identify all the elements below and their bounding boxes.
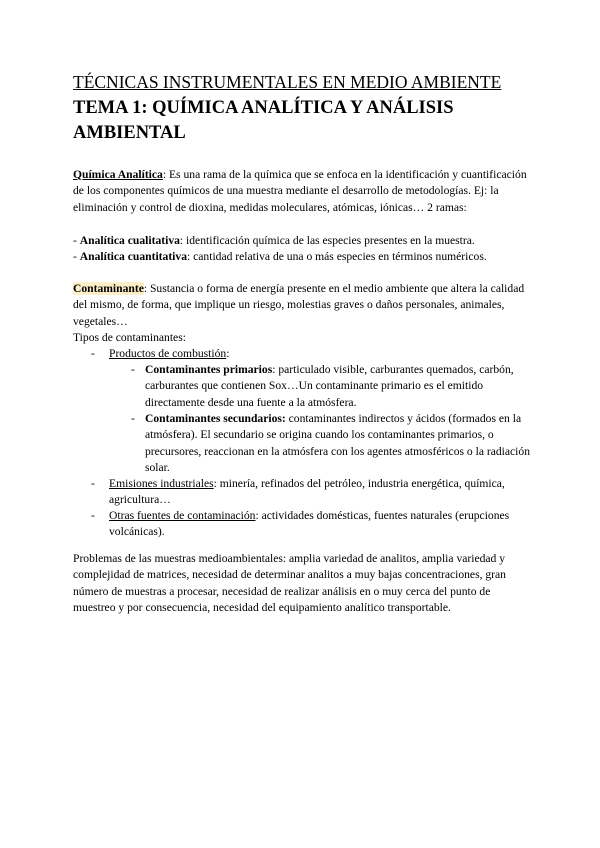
list-bullet: - [91, 347, 95, 360]
contaminante-paragraph [73, 281, 533, 330]
otras-label: Otras fuentes de contaminación [109, 509, 256, 522]
branch-cualitativa [73, 233, 533, 249]
quimica-analitica-definition: : Es una rama de la química que se enfoca en la identificación y cuantificación de los componentes químicos de una muestra mediante el desarrollo de metodologías. Ej: la eliminación y control de dioxina, medidas moleculares, atómicas, iónicas… 2 ramas: [73, 168, 527, 214]
quimica-analitica-paragraph [73, 167, 533, 216]
otras-text: : actividades domésticas, fuentes naturales (erupciones volcánicas). [109, 509, 510, 539]
types-label: Tipos de contaminantes: [73, 331, 186, 344]
branch-cuantitativa [73, 249, 533, 265]
quimica-analitica-term: Química Analítica [73, 168, 163, 181]
topic-heading: TEMA 1: QUÍMICA ANALÍTICA Y ANÁLISIS AMBIENTAL [73, 98, 454, 143]
list-bullet: - [131, 412, 135, 425]
list-bullet: - [91, 477, 95, 490]
branch-prefix: - [73, 250, 80, 263]
branch-prefix: - [73, 234, 80, 247]
secundarios-term: Contaminantes secundarios: [145, 412, 286, 425]
list-item-otras-fuentes [109, 508, 534, 541]
productos-label: Productos de combustión [109, 347, 227, 360]
contaminante-definition: : Sustancia o forma de energía presente en el medio ambiente que altera la calidad del mismo, de forma, que implique un riesgo, molestias graves o daños personales, animales, vegetales… [73, 282, 525, 328]
list-bullet: - [91, 509, 95, 522]
list-item-emisiones-industriales [109, 476, 529, 509]
emisiones-label: Emisiones industriales [109, 477, 214, 490]
secundarios-text: contaminantes indirectos y ácidos (formados en la atmósfera). El secundario se origina cuando los contaminantes primarios, o precursores, reaccionan en la atmósfera con los agentes atmosféricos o la radiación solar. [145, 412, 530, 474]
emisiones-text: : minería, refinados del petróleo, industria energética, química, agricultura… [109, 477, 505, 507]
problemas-paragraph: Problemas de las muestras medioambientales: amplia variedad de analitos, amplia variedad y complejidad de matrices, necesidad de determinar analitos a muy bajas concentraciones, gran número de muestras a procesar, necesidad de realizar análisis en o muy cerca del punto de muestreo y por consecuencia, necesidad del equipamiento analítico transportable. [73, 552, 506, 614]
document-title: TÉCNICAS INSTRUMENTALES EN MEDIO AMBIENTE [73, 72, 502, 92]
list-item-contaminantes-primarios [145, 362, 523, 411]
list-item-productos-combustion [109, 346, 529, 362]
branch-text: : identificación química de las especies presentes en la muestra. [179, 234, 475, 247]
list-item-contaminantes-secundarios [145, 411, 530, 476]
contaminante-term: Contaminante [73, 282, 144, 295]
primarios-text: : particulado visible, carburantes quemados, carbón, carburantes que contienen Sox…Un contaminante primario es el emitido directamente desde una fuente a la atmósfera. [145, 363, 514, 409]
branch-text: : cantidad relativa de una o más especies en términos numéricos. [187, 250, 487, 263]
productos-suffix: : [226, 347, 230, 360]
branch-term: Analítica cuantitativa [79, 250, 188, 263]
list-bullet: - [131, 363, 135, 376]
primarios-term: Contaminantes primarios [145, 363, 273, 376]
branch-term: Analítica cualitativa [79, 234, 180, 247]
